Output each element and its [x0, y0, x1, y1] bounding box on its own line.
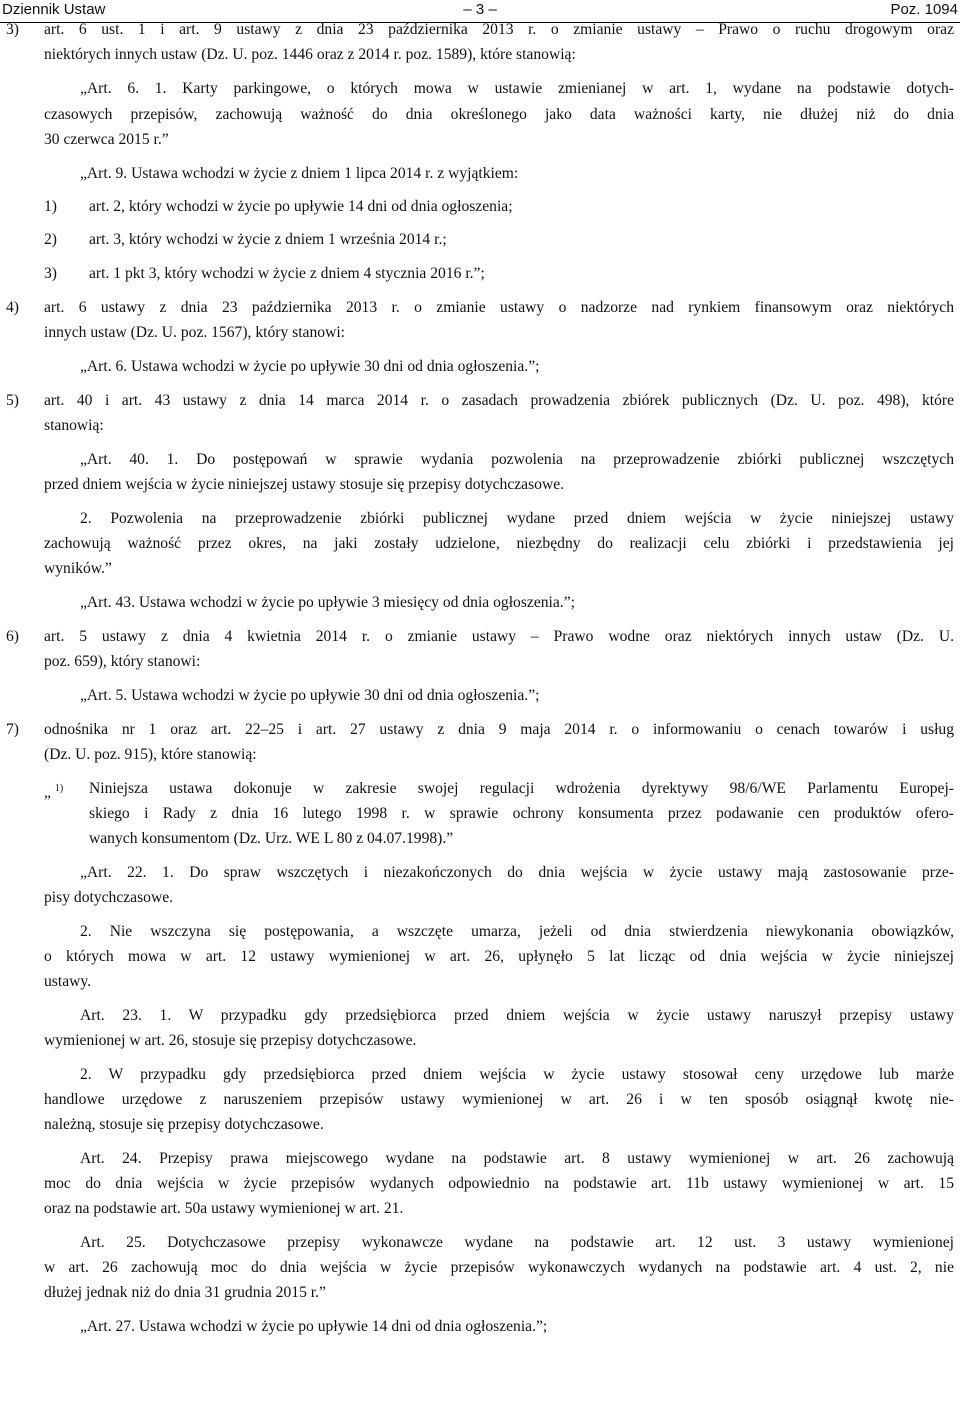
quote-text: Art. 25. Dotychczasowe przepisy wykonawcze wydane na podstawie art. 12 ust. 3 ustawy wymienionej: [80, 1234, 954, 1251]
footnote-text: wanych konsumentom (Dz. Urz. WE L 80 z 04.07.1998).”: [89, 830, 454, 847]
item-text: odnośnika nr 1 oraz art. 22–25 i art. 27 ustawy z dnia 9 maja 2014 r. o informowaniu o cenach towarów i usług: [44, 721, 954, 738]
quote-text: Art. 23. 1. W przypadku gdy przedsiębiorca przed dniem wejścia w życie ustawy naruszył przepisy ustawy: [80, 1007, 954, 1024]
item-text: poz. 659), który stanowi:: [44, 653, 201, 670]
subitem-number: 1): [44, 198, 57, 215]
quote-text: moc do dnia wejścia w życie przepisów wydanych odpowiednio na podstawie art. 11b ustawy wymienionej w art. 15: [44, 1175, 954, 1192]
journal-title: Dziennik Ustaw: [2, 1, 106, 18]
item-number: 5): [6, 392, 19, 409]
footnote-mark: „ $^{1)}$: [44, 783, 64, 801]
quote-text: zachowują ważność przez okres, na jaki zostały udzielone, niezbędny do realizacji celu zbiórki i przedstawienia jej: [44, 535, 954, 552]
subitem-number: 3): [44, 265, 57, 282]
item-number: 6): [6, 628, 19, 645]
quote-text: 30 czerwca 2015 r.”: [44, 131, 169, 148]
item-text: niektórych innych ustaw (Dz. U. poz. 1446 oraz z 2014 r. poz. 1589), które stanowią:: [44, 46, 576, 63]
quote-text: „Art. 43. Ustawa wchodzi w życie po upływie 3 miesięcy od dnia ogłoszenia.”;: [80, 594, 575, 611]
quote-text: Art. 24. Przepisy prawa miejscowego wydane na podstawie art. 8 ustawy wymienionej w art. 26 zachowują: [80, 1150, 954, 1167]
quote-text: „Art. 6. 1. Karty parkingowe, o których mowa w ustawie zmienianej w art. 1, wydane na podstawie dotych-: [80, 80, 954, 97]
item-text: art. 6 ust. 1 i art. 9 ustawy z dnia 23 października 2013 r. o zmianie ustawy – Prawo o ruchu drogowym oraz: [44, 21, 954, 38]
quote-text: handlowe urzędowe z naruszeniem przepisów ustawy wymienionej w art. 26 i w ten sposób osiągnął kwotę nie-: [44, 1091, 954, 1108]
page-header: [0, 0, 960, 23]
quote-text: należną, stosuje się przepisy dotychczasowe.: [44, 1116, 324, 1133]
item-text: stanowią:: [44, 417, 104, 434]
footnote-text: skiego i Rady z dnia 16 lutego 1998 r. w sprawie ochrony konsumenta przez podawanie cen produktów ofero-: [89, 805, 954, 822]
position-number: Poz. 1094: [890, 1, 958, 18]
quote-text: „Art. 5. Ustawa wchodzi w życie po upływie 30 dni od dnia ogłoszenia.”;: [80, 687, 540, 704]
item-text: art. 40 i art. 43 ustawy z dnia 14 marca 2014 r. o zasadach prowadzenia zbiórek publicznych (Dz. U. poz. 498), które: [44, 392, 954, 409]
item-number: 4): [6, 299, 19, 316]
quote-text: „Art. 27. Ustawa wchodzi w życie po upływie 14 dni od dnia ogłoszenia.”;: [80, 1318, 548, 1335]
quote-text: o których mowa w art. 12 ustawy wymienionej w art. 26, upłynęło 5 lat licząc od dnia wejścia w życie niniejszej: [44, 948, 954, 965]
quote-text: 2. W przypadku gdy przedsiębiorca przed dniem wejścia w życie ustawy stosował ceny urzędowe lub marże: [80, 1066, 954, 1083]
quote-text: czasowych przepisów, zachowują ważność do dnia określonego jako data ważności karty, nie dłużej niż do dnia: [44, 106, 954, 123]
quote-text: pisy dotychczasowe.: [44, 889, 174, 906]
subitem-text: art. 1 pkt 3, który wchodzi w życie z dniem 4 stycznia 2016 r.”;: [89, 265, 485, 282]
quote-text: dłużej jednak niż do dnia 31 grudnia 2015 r.”: [44, 1284, 326, 1301]
item-number: 7): [6, 721, 19, 738]
quote-text: wyników.”: [44, 560, 112, 577]
item-text: innych ustaw (Dz. U. poz. 1567), który stanowi:: [44, 324, 345, 341]
quote-text: wymienionej w art. 26, stosuje się przepisy dotychczasowe.: [44, 1032, 417, 1049]
quote-text: „Art. 40. 1. Do postępowań w sprawie wydania pozwolenia na przeprowadzenie zbiórki publicznej wszczętych: [80, 451, 954, 468]
item-text: (Dz. U. poz. 915), które stanowią:: [44, 746, 257, 763]
subitem-text: art. 3, który wchodzi w życie z dniem 1 września 2014 r.;: [89, 231, 447, 248]
page-number: – 3 –: [463, 1, 497, 18]
item-number: 3): [6, 21, 19, 38]
quote-text: oraz na podstawie art. 50a ustawy wymienionej w art. 21.: [44, 1200, 404, 1217]
item-text: art. 5 ustawy z dnia 4 kwietnia 2014 r. o zmianie ustawy – Prawo wodne oraz niektórych innych ustaw (Dz. U.: [44, 628, 954, 645]
quote-text: 2. Pozwolenia na przeprowadzenie zbiórki publicznej wydane przed dniem wejścia w życie niniejszej ustawy: [80, 510, 954, 527]
subitem-text: art. 2, który wchodzi w życie po upływie 14 dni od dnia ogłoszenia;: [89, 198, 513, 215]
quote-text: przed dniem wejścia w życie niniejszej ustawy stosuje się przepisy dotychczasowe.: [44, 476, 565, 493]
footnote-text: Niniejsza ustawa dokonuje w zakresie swojej regulacji wdrożenia dyrektywy 98/6/WE Parlamentu Europej-: [89, 780, 954, 797]
quote-text: „Art. 22. 1. Do spraw wszczętych i niezakończonych do dnia wejścia w życie ustawy mają zastosowanie prze-: [80, 864, 954, 881]
item-text: art. 6 ustawy z dnia 23 października 2013 r. o zmianie ustawy o nadzorze nad rynkiem finansowym oraz niektórych: [44, 299, 954, 316]
subitem-number: 2): [44, 231, 57, 248]
quote-text: w art. 26 zachowują moc do dnia wejścia w życie przepisów wykonawczych wydanych na podstawie art. 4 ust. 2, nie: [44, 1259, 954, 1276]
quote-text: ustawy.: [44, 973, 92, 990]
quote-text: 2. Nie wszczyna się postępowania, a wszczęte umarza, jeżeli od dnia stwierdzenia niewykonania obowiązków,: [80, 923, 954, 940]
quote-text: „Art. 6. Ustawa wchodzi w życie po upływie 30 dni od dnia ogłoszenia.”;: [80, 358, 540, 375]
quote-text: „Art. 9. Ustawa wchodzi w życie z dniem 1 lipca 2014 r. z wyjątkiem:: [80, 165, 519, 182]
